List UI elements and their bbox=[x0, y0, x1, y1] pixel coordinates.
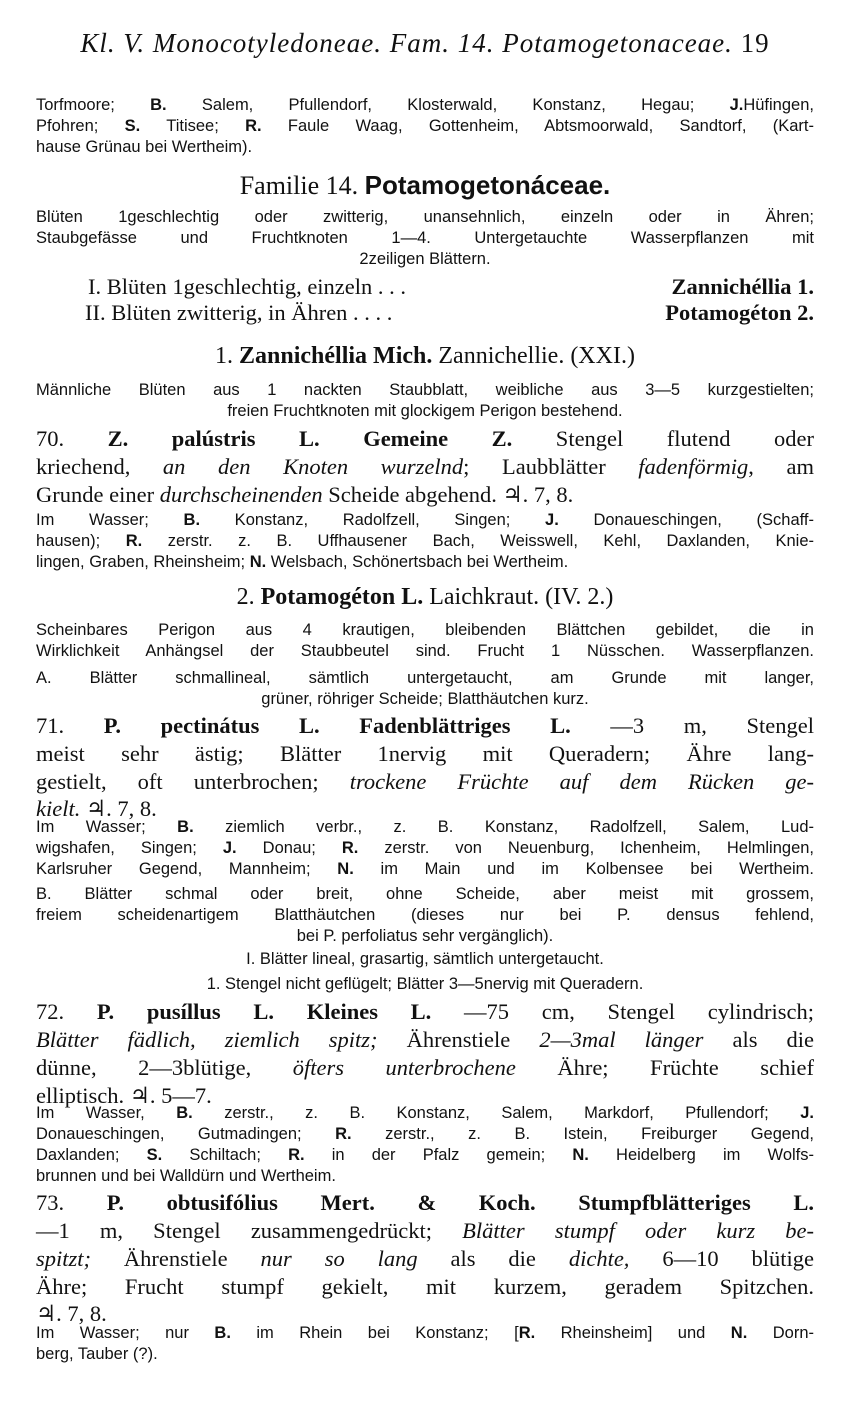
text-run: in der Pfalz gemein; bbox=[304, 1146, 573, 1164]
text-line bbox=[36, 553, 568, 572]
text-run: R. bbox=[288, 1146, 305, 1164]
text-line bbox=[36, 839, 814, 858]
text-run: Männliche Blüten aus 1 nackten Staubblatt, weibliche aus 3—5 kurzgestielten; bbox=[36, 381, 814, 399]
text-line bbox=[36, 1274, 814, 1300]
text-run: Im Wasser; nur bbox=[36, 1324, 215, 1342]
text-line bbox=[36, 1218, 814, 1244]
text-run: Welsbach, Schönertsbach bei Wertheim. bbox=[266, 553, 569, 571]
text-run: Potamogéton 2. bbox=[665, 300, 814, 325]
text-run: J. bbox=[800, 1104, 814, 1122]
text-run: fadenförmig bbox=[638, 454, 749, 479]
text-run: Im Wasser, bbox=[36, 1104, 177, 1122]
text-line bbox=[36, 426, 814, 452]
text-run: Wirklichkeit Anhängsel der Staubbeutel sind. Frucht 1 Nüsschen. Wasserpflanzen. bbox=[36, 642, 814, 660]
text-run: 2. bbox=[236, 584, 261, 610]
text-run: 6—10 blütige bbox=[629, 1246, 814, 1271]
text-run: grüner, röhriger Scheide; Blatthäutchen kurz. bbox=[261, 690, 589, 708]
text-run: bei P. perfoliatus sehr vergänglich). bbox=[296, 927, 554, 945]
text-line bbox=[36, 532, 814, 551]
text-line bbox=[36, 1167, 336, 1186]
text-run: Staubgefässe und Fruchtknoten 1—4. Untergetauchte Wasserpflanzen mit bbox=[36, 229, 814, 247]
text-run: N. bbox=[249, 553, 267, 571]
text-run: Dorn- bbox=[747, 1324, 814, 1342]
text-run: Laichkraut. (IV. 2.) bbox=[423, 584, 614, 610]
text-run: als die bbox=[703, 1027, 814, 1052]
text-line bbox=[36, 1125, 814, 1144]
text-run: Donaueschingen, Gutmadingen; bbox=[36, 1125, 336, 1143]
text-run: 2zeiligen Blättern. bbox=[359, 250, 491, 268]
text-run: B. bbox=[176, 1104, 193, 1122]
text-line bbox=[0, 343, 850, 370]
text-run: 73. bbox=[36, 1190, 107, 1215]
text-line bbox=[0, 927, 850, 946]
text-run: ♃. 7, 8. bbox=[80, 796, 157, 821]
text-line bbox=[88, 274, 814, 300]
text-run: N. bbox=[572, 1146, 589, 1164]
text-run: freien Fruchtknoten mit glockigem Perigon bestehend. bbox=[227, 402, 623, 420]
text-line bbox=[36, 454, 814, 480]
text-run: berg, Tauber (?). bbox=[36, 1345, 158, 1363]
text-run: Heidelberg im Wolfs- bbox=[588, 1146, 814, 1164]
text-line bbox=[0, 950, 850, 969]
text-run: 70. bbox=[36, 426, 108, 451]
text-run: im Rhein bei Konstanz; [ bbox=[230, 1324, 519, 1342]
text-run: J. bbox=[729, 96, 744, 114]
text-run: an den Knoten wurzelnd bbox=[162, 454, 464, 479]
text-line bbox=[36, 482, 573, 508]
text-line bbox=[36, 885, 814, 904]
text-run: elliptisch. ♃. 5—7. bbox=[36, 1083, 212, 1108]
text-run: Zannichéllia Mich. bbox=[239, 343, 433, 369]
text-run: Titisee; bbox=[140, 117, 246, 135]
text-run: als die bbox=[417, 1246, 569, 1271]
text-line bbox=[36, 1055, 814, 1081]
text-run: trockene Früchte auf dem Rücken ge- bbox=[349, 769, 814, 794]
text-run: Im Wasser; bbox=[36, 818, 178, 836]
text-run: Donau; bbox=[236, 839, 342, 857]
text-run: gestielt, oft unterbrochen; bbox=[36, 769, 350, 794]
text-run: Donaueschingen, (Schaff- bbox=[558, 511, 815, 529]
text-line bbox=[0, 170, 850, 201]
text-run: 1. Stengel nicht geflügelt; Blätter 3—5nervig mit Queradern. bbox=[206, 975, 644, 993]
text-run: zerstr. von Neuenburg, Ichenheim, Helmlingen, bbox=[358, 839, 815, 857]
text-run: Im Wasser; bbox=[36, 511, 184, 529]
text-line bbox=[36, 713, 814, 739]
text-run: Daxlanden; bbox=[36, 1146, 147, 1164]
text-run: dichte, bbox=[568, 1246, 630, 1271]
text-run: zerstr., z. B. Istein, Freiburger Gegend, bbox=[351, 1125, 814, 1143]
text-line bbox=[36, 381, 814, 400]
text-run: P. pusíllus L. Kleines L. bbox=[96, 999, 432, 1024]
text-run: R. bbox=[341, 839, 359, 857]
text-run: R. bbox=[125, 532, 143, 550]
text-line bbox=[36, 229, 814, 248]
text-run: P. obtusifólius Mert. & Koch. Stumpfblätteriges L. bbox=[106, 1190, 814, 1215]
text-run: kielt. bbox=[36, 796, 81, 821]
text-run: freiem scheidenartigem Blatthäutchen (dieses nur bei P. densus fehlend, bbox=[36, 906, 814, 924]
text-run: spitzt; bbox=[36, 1246, 92, 1271]
text-line bbox=[36, 1324, 814, 1343]
text-run: A. Blätter schmallineal, sämtlich untergetaucht, am Grunde mit langer, bbox=[36, 669, 814, 687]
text-run: B. bbox=[214, 1324, 231, 1342]
text-run: meist sehr ästig; Blätter 1nervig mit Queradern; Ähre lang- bbox=[36, 741, 814, 766]
text-run: J. bbox=[222, 839, 237, 857]
text-line bbox=[36, 669, 814, 688]
text-run: B. bbox=[150, 96, 167, 114]
text-run: im Main und im Kolbensee bei Wertheim. bbox=[353, 860, 814, 878]
text-run: durchscheinenden bbox=[159, 482, 323, 507]
text-line bbox=[36, 999, 814, 1025]
text-run: P. pectinátus L. Fadenblättriges L. bbox=[103, 713, 571, 738]
text-run: Blätter fädlich, ziemlich spitz; bbox=[36, 1027, 378, 1052]
text-line bbox=[36, 818, 814, 837]
text-run: öfters unterbrochene bbox=[292, 1055, 516, 1080]
text-line bbox=[36, 208, 814, 227]
text-run: B. Blätter schmal oder breit, ohne Scheide, aber meist mit grossem, bbox=[36, 885, 814, 903]
text-run: wigshafen, Singen; bbox=[36, 839, 223, 857]
text-run: B. bbox=[183, 511, 201, 529]
text-line bbox=[36, 741, 814, 767]
text-run: 71. bbox=[36, 713, 104, 738]
text-run: I. Blätter lineal, grasartig, sämtlich untergetaucht. bbox=[246, 950, 604, 968]
text-run: ; Laubblätter bbox=[463, 454, 639, 479]
text-run: Scheinbares Perigon aus 4 krautigen, bleibenden Blättchen gebildet, die in bbox=[36, 621, 814, 639]
text-run: Zannichellie. (XXI.) bbox=[432, 343, 635, 369]
text-line bbox=[36, 511, 814, 530]
text-line bbox=[36, 642, 814, 661]
text-run: J. bbox=[545, 511, 559, 529]
text-run: Potamogéton L. bbox=[260, 584, 424, 610]
text-run: N. bbox=[337, 860, 354, 878]
text-line bbox=[36, 117, 814, 136]
text-run: Z. palústris L. Gemeine Z. bbox=[107, 426, 513, 451]
text-run: hause Grünau bei Wertheim). bbox=[36, 138, 253, 156]
text-run: R. bbox=[518, 1324, 536, 1342]
text-line bbox=[0, 690, 850, 709]
text-run: Faule Waag, Gottenheim, Abtsmoorwald, Sandtorf, (Kart- bbox=[261, 117, 814, 135]
text-run: zerstr., z. B. Konstanz, Salem, Markdorf, Pfullendorf; bbox=[192, 1104, 801, 1122]
text-run: Konstanz, Radolfzell, Singen; bbox=[200, 511, 546, 529]
text-line bbox=[36, 96, 814, 115]
text-run: Torfmoore; bbox=[36, 96, 151, 114]
running-header bbox=[0, 28, 850, 59]
text-run: Blätter stumpf oder kurz be- bbox=[462, 1218, 814, 1243]
text-run: Hüfingen, bbox=[743, 96, 814, 114]
text-run: lingen, Graben, Rheinsheim; bbox=[36, 553, 250, 571]
text-run: S. bbox=[124, 117, 141, 135]
text-run: kriechend, bbox=[36, 454, 163, 479]
text-line bbox=[0, 402, 850, 421]
text-line bbox=[0, 250, 850, 269]
text-line bbox=[0, 975, 850, 994]
text-run: , am bbox=[748, 454, 814, 479]
text-line bbox=[36, 621, 814, 640]
text-run: Stengel flutend oder bbox=[512, 426, 815, 451]
text-run: Pfohren; bbox=[36, 117, 125, 135]
text-run: S. bbox=[146, 1146, 163, 1164]
text-run: B. bbox=[177, 818, 194, 836]
text-line bbox=[36, 1246, 814, 1272]
text-line bbox=[85, 300, 814, 326]
text-run: Familie 14. bbox=[239, 171, 365, 200]
text-run: Grunde einer bbox=[36, 482, 160, 507]
text-run: N. bbox=[730, 1324, 748, 1342]
text-run: nur so lang bbox=[260, 1246, 418, 1271]
text-run: Ährenstiele bbox=[91, 1246, 261, 1271]
text-run: 72. bbox=[36, 999, 97, 1024]
text-run: II. Blüten zwitterig, in Ähren . . . . bbox=[85, 300, 393, 325]
text-run: hausen); bbox=[36, 532, 126, 550]
text-run: ziemlich verbr., z. B. Konstanz, Radolfzell, Salem, Lud- bbox=[193, 818, 815, 836]
text-run: brunnen und bei Walldürn und Wertheim. bbox=[36, 1167, 336, 1185]
text-run: Ähre; Frucht stumpf gekielt, mit kurzem, geradem Spitzchen. bbox=[36, 1274, 814, 1299]
text-run: R. bbox=[245, 117, 262, 135]
running-title: Kl. V. Monocotyledoneae. Fam. 14. Potamogetonaceae. bbox=[80, 28, 733, 58]
text-run: Salem, Pfullendorf, Klosterwald, Konstanz, Hegau; bbox=[166, 96, 730, 114]
page-number: 19 bbox=[740, 28, 770, 58]
text-run: Zannichéllia 1. bbox=[671, 274, 814, 299]
text-run: Potamogetonáceae. bbox=[364, 170, 611, 200]
text-run: 1. bbox=[215, 343, 240, 369]
text-line bbox=[36, 906, 814, 925]
text-run: Rheinsheim] und bbox=[535, 1324, 731, 1342]
text-run: dünne, 2—3blütige, bbox=[36, 1055, 293, 1080]
text-run: 2—3mal länger bbox=[539, 1027, 704, 1052]
text-line bbox=[36, 138, 252, 157]
text-line bbox=[36, 1104, 814, 1123]
text-line bbox=[36, 1190, 814, 1216]
text-run: Karlsruher Gegend, Mannheim; bbox=[36, 860, 338, 878]
text-run: Schiltach; bbox=[162, 1146, 289, 1164]
text-run: Scheide abgehend. ♃. 7, 8. bbox=[322, 482, 574, 507]
text-run: Blüten 1geschlechtig oder zwitterig, unansehnlich, einzeln oder in Ähren; bbox=[36, 208, 814, 226]
text-run: Ährenstiele bbox=[377, 1027, 540, 1052]
text-run: —1 m, Stengel zusammengedrückt; bbox=[36, 1218, 463, 1243]
text-run: —3 m, Stengel bbox=[570, 713, 814, 738]
text-line bbox=[36, 860, 814, 879]
text-run: zerstr. z. B. Uffhausener Bach, Weisswell, Kehl, Daxlanden, Knie- bbox=[142, 532, 815, 550]
text-run: Ähre; Früchte schief bbox=[515, 1055, 814, 1080]
text-line bbox=[0, 584, 850, 611]
text-run: ♃. 7, 8. bbox=[36, 1301, 107, 1326]
text-line bbox=[36, 769, 814, 795]
text-run: I. Blüten 1geschlechtig, einzeln . . . bbox=[88, 274, 407, 299]
text-line bbox=[36, 1146, 814, 1165]
text-line bbox=[36, 1345, 158, 1364]
text-line bbox=[36, 1027, 814, 1053]
text-run: —75 cm, Stengel cylindrisch; bbox=[431, 999, 814, 1024]
text-run: R. bbox=[335, 1125, 352, 1143]
